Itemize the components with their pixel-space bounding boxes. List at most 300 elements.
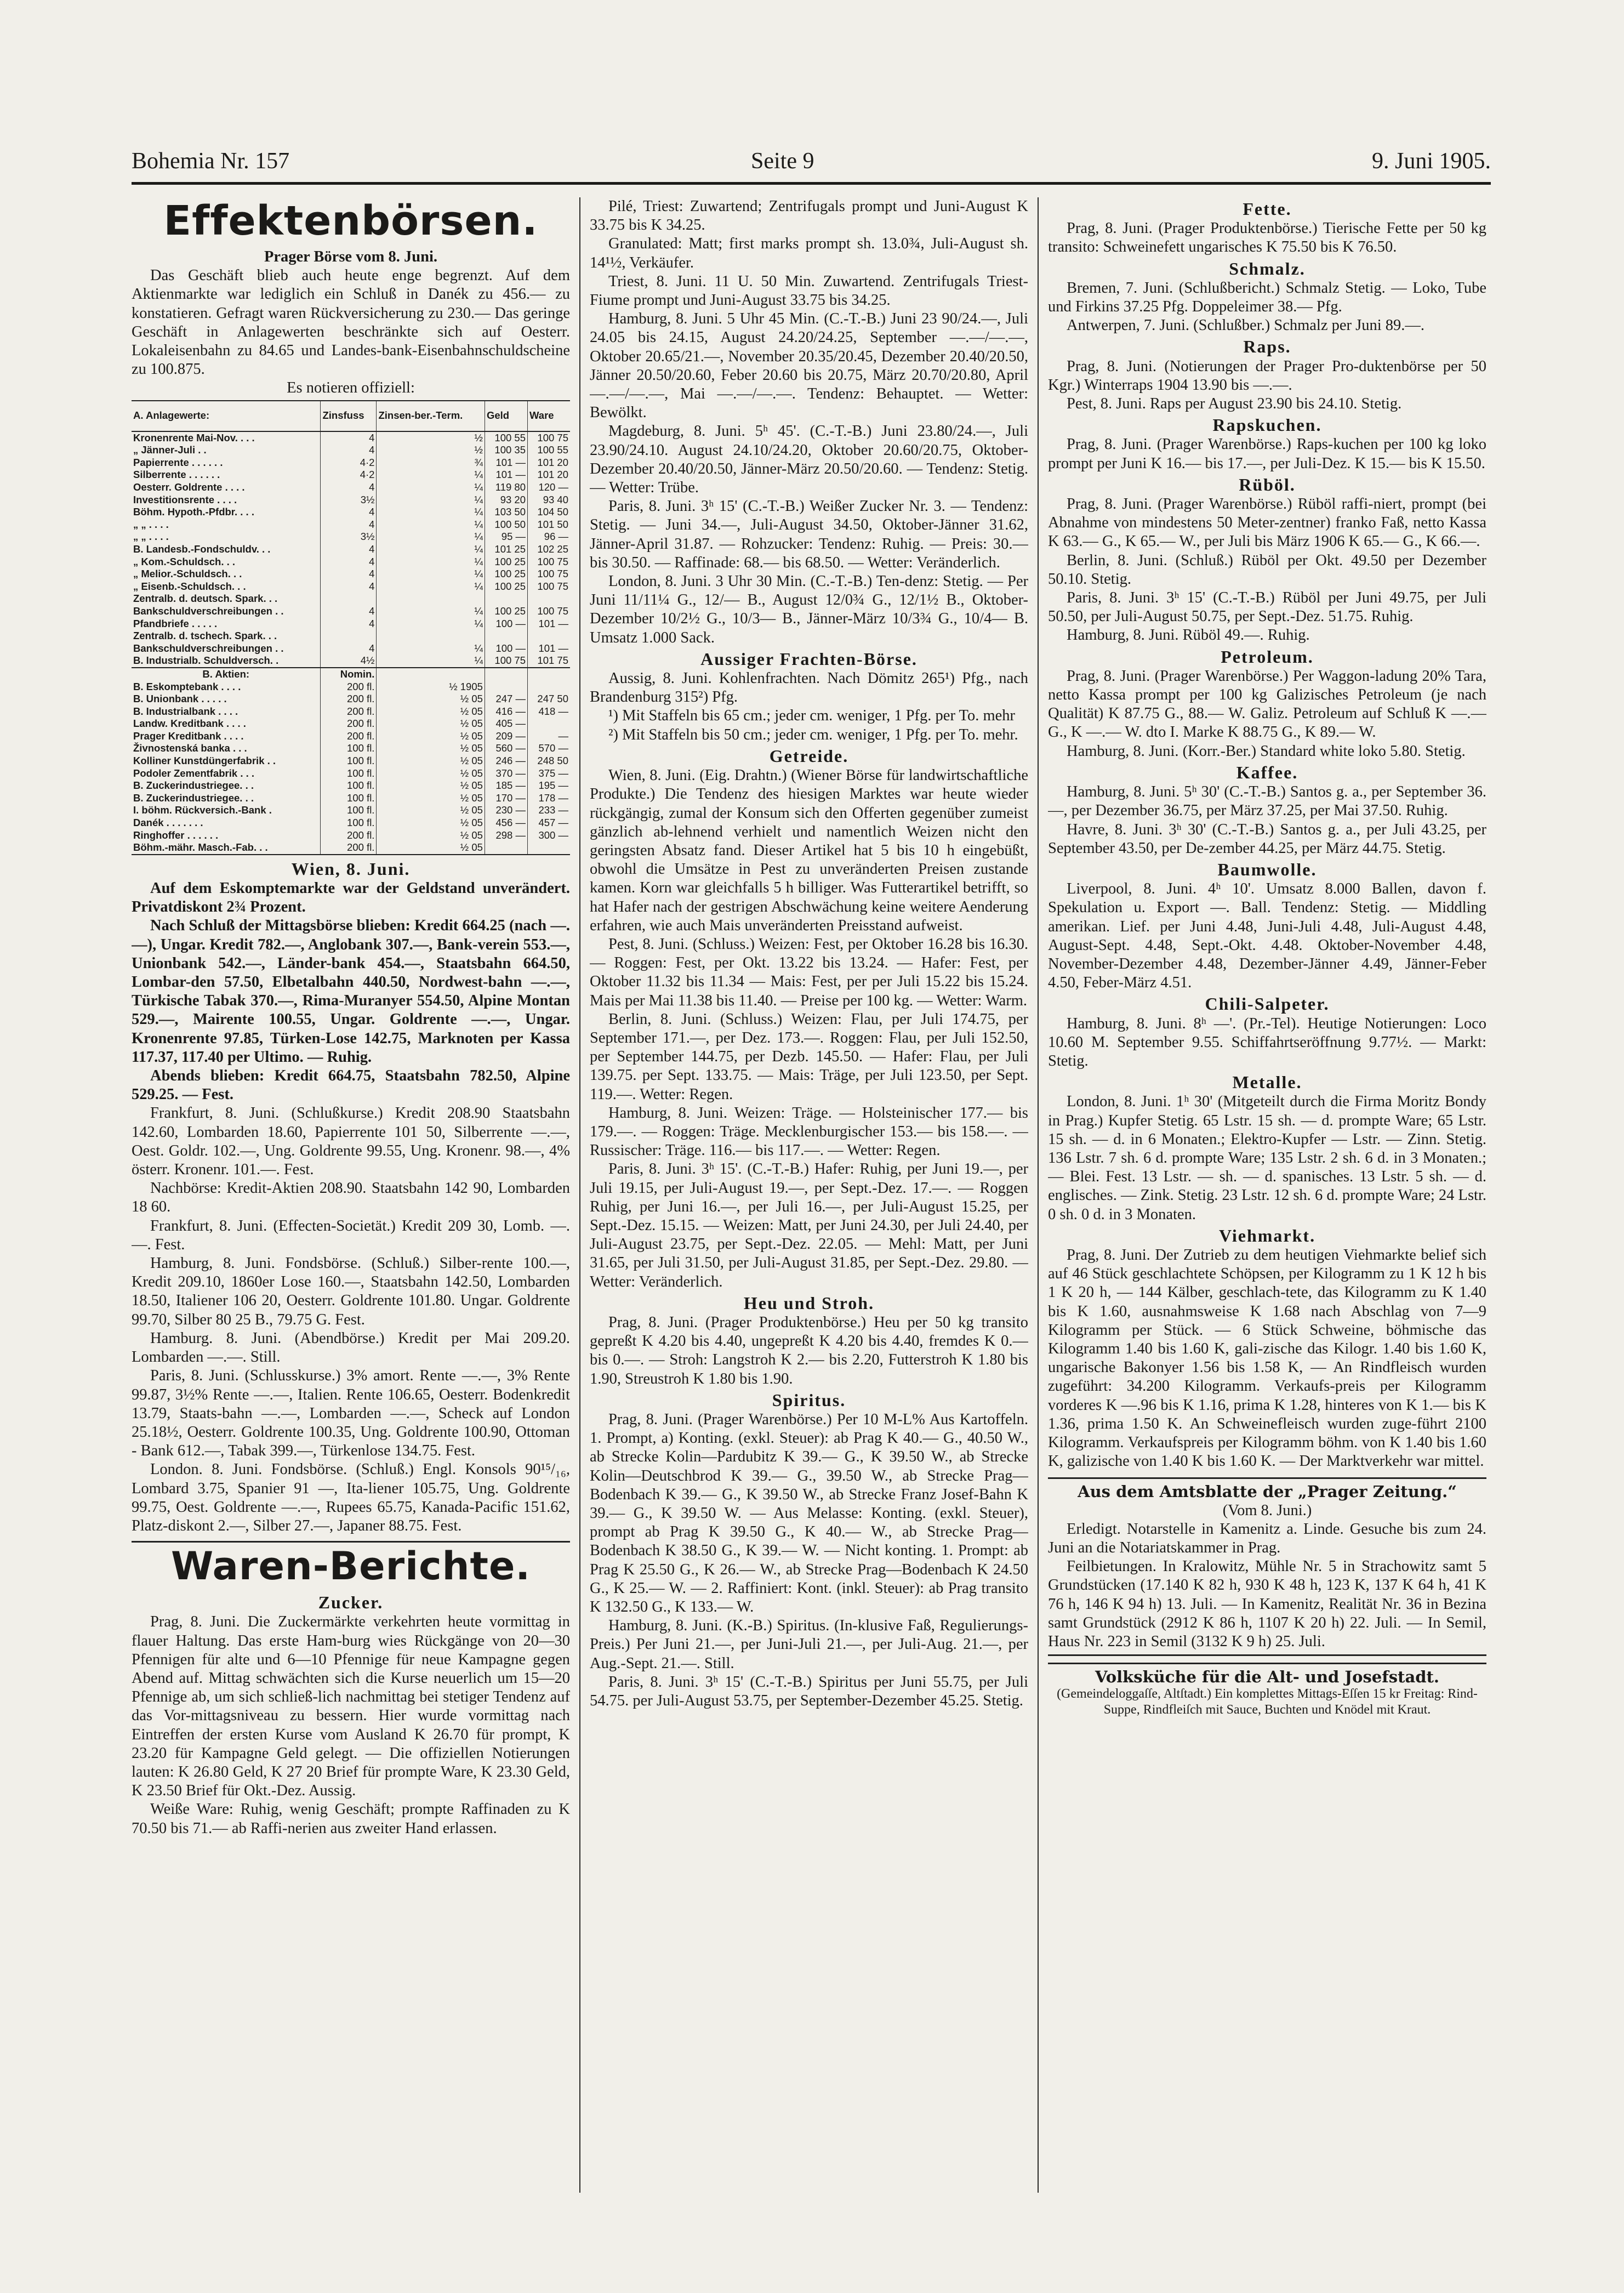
table-cell: 200 fl. [321,705,377,718]
table-cell: 100 75 [528,605,571,618]
table-cell: 247 50 [528,693,571,705]
hamburg-zucker-text: Hamburg, 8. Juni. 5 Uhr 45 Min. (C.-T.-B.) Juni 23 90/24.—, Juli 24.05 bis 24.15, August 24.20/24.25, September —.—/—.—, Oktober 20.65/21.—, November 20.35/20.45, Dezember 20.40/20.50, Jänner 20.50/20.60, Feber 20.60 bis 20.75, März 20.70/20.80, April —.—/—.—, Mai —.—/—.—. Tendenz: Behauptet. — Wetter: Bewölkt. [590,310,1028,422]
subhead-aussiger-frachten: Aussiger Frachten-Börse. [700,648,918,669]
metalle-text: London, 8. Juni. 1ʰ 30' (Mitgeteilt durch die Firma Moritz Bondy in Prag.) Kupfer Stetig. 65 Lstr. 15 sh. — d. prompte Ware; 65 Lstr. 15 sh. — d. in 6 Monaten.; Elektro-Kupfer — Lstr. — Zinn. Stetig. 136 Lstr. 7 sh. 6 d. prompte Ware; 135 Lstr. 2 sh. 6 d. in 3 Monaten.; — Blei. Fest. 13 Lstr. — sh. — d. spanisches. 13 Lstr. 5 sh. — d. englisches. — Zink. Stetig. 23 Lstr. 12 sh. 6 d. prompte Ware; 24 Lstr. 0 sh. 0 d. in 3 Monaten. [1048,1093,1486,1223]
table-row [132,531,570,543]
table-cell: 298 — [485,829,527,842]
table-cell: ½ 05 [377,804,485,817]
subhead-petroleum: Petroleum. [1221,646,1314,667]
table-cell: 102 25 [528,543,571,556]
table-cell: ½ 05 [377,742,485,755]
table-cell: 4 [321,556,377,568]
table-cell: Silberrente . . . . . . [133,469,220,481]
table-cell [528,630,571,642]
table-cell [485,681,527,693]
table-cell: 416 — [485,705,527,718]
table-cell: ¼ [377,481,485,494]
rueboel-hamburg-text: Hamburg, 8. Juni. Rüböl 49.—. Ruhig. [1067,627,1310,644]
table-cell: 4 [321,581,377,593]
table-cell: 93 40 [528,494,571,507]
table-cell: 200 fl. [321,829,377,842]
table-cell: B. Aktien: [202,668,250,680]
table-cell: 101 20 [528,469,571,481]
subhead-fette: Fette. [1243,199,1292,219]
spiritus-prag-text: Prag, 8. Juni. (Prager Warenbörse.) Per 10 M-L% Aus Kartoffeln. 1. Prompt, a) Konting. (exkl. Steuer): ab Prag K 40.— G., 40.50 W., ab Strecke Kolin—Pardubitz K 39.— G., K 39.50 W., ab Strecke Kolin—Deutschbrod K 39.— G., 39.50 W., ab Strecke Prag—Bodenbach K 39.— G., K 39.50 W., ab Strecke Franz Josef-Bahn K 39.— G., K 39.50 W. — Aus Melasse: Konting. (exkl. Steuer), prompt ab Prag K 39.50 G., K 40.— W., ab Strecke Prag—Bodenbach K 38.50 G., K 39.— W. — Nicht konting. 1. Prompt: ab Prag K 25.50 G., K 26.— W., ab Strecke Prag—Bodenbach K 24.50 G., K 25.— W. — 2. Raffiniert: Kont. (inkl. Steuer): ab Prag transito K 132.50 G., K 133.— W. [590,1411,1028,1616]
subhead-metalle: Metalle. [1232,1072,1302,1093]
table-cell: 100 75 [528,556,571,568]
notieren-label: Es notieren offiziell: [287,379,415,397]
table-subheader-row [132,668,570,681]
table-cell: 100 75 [485,655,527,668]
table-cell: 195 — [528,779,571,792]
petroleum-prag-text: Prag, 8. Juni. (Prager Warenbörse.) Per Waggon-ladung 20% Tara, netto Kassa prompt per 100 kg Galizisches Petroleum (je nach Qualität) K 87.75 G., 88.— W. Galiz. Petroleum auf Schluß K —.— G., K —.— W. dto I. Marke K 88.75 G., K 89.— W. [1048,667,1486,741]
amtsblatt-box [1048,1477,1486,1656]
table-row [132,605,570,618]
spiritus-hamburg-text: Hamburg, 8. Juni. (K.-B.) Spiritus. (In-klusive Faß, Regulierungs-Preis.) Per Juni 21.—, per Juni-Juli 21.—, per Juli-Aug. 21.—, per Aug.-Sept. 21.—. Still. [590,1617,1028,1672]
table-cell: 100 fl. [321,755,377,767]
subhead-kaffee: Kaffee. [1236,762,1298,782]
table-cell: Oesterr. Goldrente . . . . [133,481,245,493]
paris-schlusskurse-text: Paris, 8. Juni. (Schlusskurse.) 3% amort. Rente —.—, 3% Rente 99.87, 3½% Rente —.—, Italien. Rente 106.65, Oesterr. Bodenkredit 13.79, Staats-bahn —.—, Lombarden —.—, Scheck auf London 25.18½, Oesterr. Goldrente 100.35, Ung. Goldrente 100.90, Ottoman - Bank 612.—, Tabak 399.—, Türkenlose 134.75. Fest. [132,1367,570,1460]
table-cell [485,630,527,642]
table-cell: ½ [377,444,485,457]
table-row [132,457,570,469]
table-cell: B. Eskomptebank . . . . [133,680,241,692]
hamburg-fondsboerse-text: Hamburg, 8. Juni. Fondsbörse. (Schluß.) Silber-rente 100.—, Kredit 209.10, 1860er Lose 160.—, Staatsbahn 142.50, Lombarden 18.50, Italiener 106 20, Oesterr. Goldrente 101.80. Ungar. Goldrente 99.70, Silber 80 25 B., 79.75 G. Fest. [132,1255,570,1328]
table-cell: 185 — [485,779,527,792]
table-row [132,792,570,805]
table-cell: Landw. Kreditbank . . . . [133,718,246,730]
table-cell [528,841,571,855]
table-cell: 100 25 [485,581,527,593]
volkskueche-title: Volksküche für die Alt- und Josefstadt. [1095,1668,1440,1687]
subhead-prager-boerse: Prager Börse vom 8. Juni. [264,248,438,265]
table-cell: Kolliner Kunstdüngerfabrik . . [133,755,276,767]
table-cell: „ „ . . . . [133,518,169,530]
london-fondsboerse-text: London. 8. Juni. Fondsbörse. (Schluß.) Engl. Konsols 90¹⁵/₁₆, Lombard 3.75, Spanier 91 —, Ita-liener 105.75, Ung. Goldrente 99.75, Oest. Goldrente —.—, Rupees 65.75, Kanada-Pacific 151.62, Platz-diskont 2.—, Silber 27.—, Japaner 88.75. Fest. [132,1461,570,1534]
table-cell: I. böhm. Rückversich.-Bank . [133,804,272,816]
table-cell: 300 — [528,829,571,842]
table-cell: Živnostenská banka . . . [133,742,247,754]
viehmarkt-text: Prag, 8. Juni. Der Zutrieb zu dem heutigen Viehmarkte belief sich auf 46 Stück geschlachtete Schöpsen, per Kilogramm zu 1 K 12 h bis 1 K 20 h, — 144 Kälber, geschlach-tete, das Kilogramm zu K 1.40 bis K 1.60, ausnahmsweise K 1.68 nach Abschlag von 7—9 Kilogramm per Stück. — 6 Stück Schweine, böhmische das Kilogramm 1.40 bis 1.60 K, gali-zische das Kilogr. 1.40 bis 1.60 K, ungarische Bakonyer 1.56 bis 1.58 K, — An Rindfleisch wurden zugeführt: 34.200 Kilogramm. Verkaufs-preis per Kilogramm vorderes K —.96 bis K 1.16, prima K 1.28, hinteres von K 1.— bis K 1.36, prima 1.50 K. An Schweinefleisch wurden zuge-führt 2100 Kilogramm. Verkaufspreis per Kilogramm böhm. von K 1.40 bis 1.60 K, galizische von 1.40 K bis 1.60 K. — Der Marktverkehr war mittel. [1048,1246,1486,1470]
table-cell: 101 20 [528,457,571,469]
table-row [132,681,570,693]
table-cell: 100 fl. [321,817,377,829]
table-cell: 100 25 [485,568,527,581]
table-cell: 100 fl. [321,767,377,780]
table-cell: 103 50 [485,506,527,519]
chili-text: Hamburg, 8. Juni. 8ʰ —'. (Pr.-Tel). Heutige Notierungen: Loco 10.60 M. September 9.55. Schiffahrtseröffnung 9.77½. — Markt: Stetig. [1048,1015,1486,1069]
table-cell: 100 35 [485,444,527,457]
table-cell: 200 fl. [321,841,377,855]
table-cell: 4½ [321,655,377,668]
table-cell: 4 [321,481,377,494]
table-cell: Zentralb. d. deutsch. Spark. . . [133,593,278,605]
table-row [132,469,570,481]
table-cell: 178 — [528,792,571,805]
table-cell: ¼ [377,642,485,655]
frankfurt-effecten-text: Frankfurt, 8. Juni. (Effecten-Societät.) Kredit 209 30, Lomb. —.—. Fest. [132,1217,570,1253]
table-row [132,593,570,605]
table-cell: Papierrente . . . . . . [133,456,223,468]
schmalz-antwerpen-text: Antwerpen, 7. Juni. (Schlußber.) Schmalz per Juni 89.—. [1067,317,1425,334]
pile-triest-text: Pilé, Triest: Zuwartend; Zentrifugals prompt und Juni-August K 33.75 bis K 34.25. [590,198,1028,234]
table-cell: ¼ [377,543,485,556]
table-cell: 4 [321,605,377,618]
table-cell: 247 — [485,693,527,705]
table-cell: 4 [321,543,377,556]
table-row [132,630,570,642]
table-row [132,755,570,767]
table-cell [377,630,485,642]
column-1 [132,197,570,2193]
kaffee-havre-text: Havre, 8. Juni. 3ʰ 30' (C.-T.-B.) Santos g. a., per Juli 43.25, per September 43.50, per De-zember 44.25, per März 44.75. Stetig. [1048,821,1486,857]
table-cell: 96 — [528,531,571,543]
kurs-table [132,400,570,855]
rueboel-prag-text: Prag, 8. Juni. (Prager Warenbörse.) Rüböl raffi-niert, prompt (bei Abnahme von mindestens 50 Meter-zentner) franko Faß, netto Kassa K 63.— G., K 65.— W., per Juli bis März 1906 K 65.— G., K 66.—. [1048,496,1486,550]
table-row [132,804,570,817]
table-row [132,742,570,755]
table-row [132,444,570,457]
table-cell: ½ 05 [377,829,485,842]
table-cell: ¼ [377,568,485,581]
petroleum-hamburg-text: Hamburg, 8. Juni. (Korr.-Ber.) Standard white loko 5.80. Stetig. [1067,742,1466,760]
table-cell: 100 50 [485,519,527,531]
table-cell: 418 — [528,705,571,718]
table-cell: „ „ . . . . [133,531,169,543]
table-cell [528,681,571,693]
table-cell: ¼ [377,605,485,618]
table-header-cell: Zinsfuss [321,401,377,431]
kaffee-hamburg-text: Hamburg, 8. Juni. 5ʰ 30' (C.-T.-B.) Santos g. a., per September 36.—, per Dezember 36.75, per März 37.25, per Mai 37.50. Ruhig. [1048,783,1486,820]
table-cell: ½ 05 [377,755,485,767]
aussig-text: Aussig, 8. Juni. Kohlenfrachten. Nach Dömitz 265¹) Pfg., nach Brandenburg 315²) Pfg. [590,670,1028,706]
table-row [132,618,570,630]
table-row [132,519,570,531]
table-cell: 375 — [528,767,571,780]
table-cell: 100 fl. [321,792,377,805]
header-page-number: Seite 9 [751,149,814,174]
table-cell: Danék . . . . . . . [133,817,203,829]
table-cell: ¼ [377,531,485,543]
table-cell: ¼ [377,469,485,481]
wien-mittagsboerse: Nach Schluß der Mittagsbörse blieben: Kredit 664.25 (nach —.—), Ungar. Kredit 782.—, Anglobank 307.—, Bank-verein 553.—, Unionbank 542.—, Länder-bank 454.—, Staatsbahn 664.50, Lombar-den 57.50, Elbetalbahn 440.50, Nordwest-bahn —.—, Türkische Tabak 370.—, Rima-Muranyer 554.50, Alpine Montan 529.—, Mairente 100.55, Ungar. Goldrente —.—, Ungar. Kronenrente 97.85, Türken-Lose 142.75, Marknoten per Kassa 117.37, 117.40 per Ultimo. — Ruhig. [132,917,570,1066]
table-cell: ½ [377,431,485,445]
table-cell: 101 — [485,457,527,469]
volkskueche-text: (Gemeindeloggaſſe, Altſtadt.) Ein komplettes Mittags-Eſſen 15 kr Freitag: Rind-Suppe, Rindfleiſch mit Sauce, Buchten und Knödel mit Kraut. [1057,1687,1478,1717]
table-row [132,705,570,718]
table-cell: 233 — [528,804,571,817]
table-row [132,841,570,855]
table-row [132,581,570,593]
amtsblatt-date: (Vom 8. Juni.) [1222,1501,1312,1519]
table-cell: Bankschuldverschreibungen . . [133,642,284,654]
hamburg-getreide-text: Hamburg, 8. Juni. Weizen: Träge. — Holsteinischer 177.— bis 179.—. — Roggen: Träge. Mecklenburgischer 153.— bis 158.—. — Russischer: Träge. 116.— bis 117.—. — Wetter: Regen. [590,1104,1028,1159]
table-cell [377,668,485,681]
table-cell [485,841,527,855]
table-cell: Ringhoffer . . . . . . [133,829,219,841]
table-row [132,817,570,829]
table-cell: „ Eisenb.-Schuldsch. . . [133,580,246,592]
table-cell: 456 — [485,817,527,829]
table-cell: 100 75 [528,568,571,581]
subhead-getreide: Getreide. [769,746,849,766]
table-row [132,543,570,556]
heu-text: Prag, 8. Juni. (Prager Produktenbörse.) Heu per 50 kg transito gepreßt K 4.20 bis 4.40, ungepreßt K 4.20 bis 4.40, fremdes K 0.— bis 0.—. — Stroh: Langstroh K 2.— bis 2.20, Futterstroh K 1.80 bis 1.90, Streustroh K 1.80 bis 1.90. [590,1313,1028,1387]
table-cell: ½ 05 [377,792,485,805]
table-cell: ¼ [377,618,485,630]
table-cell: 4 [321,642,377,655]
table-cell: 3½ [321,494,377,507]
table-cell: 100 fl. [321,804,377,817]
spiritus-paris-text: Paris, 8. Juni. 3ʰ 15' (C.-T.-B.) Spiritus per Juni 55.75, per Juli 54.75. per Juli-August 53.75, per September-Dezember 45.25. Stetig. [590,1673,1028,1710]
table-cell: B. Unionbank . . . . . [133,693,227,705]
column-3 [1048,197,1486,2193]
table-row [132,494,570,507]
subhead-heu-und-stroh: Heu und Stroh. [743,1293,875,1313]
table-cell [485,668,527,681]
table-cell: B. Zuckerindustriegee. . . [133,792,254,804]
table-cell: 4·2 [321,457,377,469]
table-cell: 4 [321,519,377,531]
header-date: 9. Juni 1905. [1371,149,1491,174]
table-cell: 101 50 [528,519,571,531]
table-header-cell: A. Anlagewerte: [132,401,321,431]
table-cell [485,593,527,605]
table-cell [528,593,571,605]
table-cell: Böhm. Hypoth.-Pfdbr. . . . [133,506,254,518]
table-cell: ½ 05 [377,705,485,718]
table-cell: ½ 05 [377,841,485,855]
table-row [132,481,570,494]
table-cell: ¼ [377,519,485,531]
table-cell: Zentralb. d. tschech. Spark. . . [133,630,277,642]
table-cell: 4 [321,506,377,519]
table-cell: B. Zuckerindustriegee. . . [133,779,254,792]
table-row [132,506,570,519]
table-cell: 248 50 [528,755,571,767]
subhead-spiritus: Spiritus. [772,1390,846,1410]
header-rule [132,182,1491,185]
table-cell: 100 25 [485,605,527,618]
table-cell: — [528,730,571,743]
table-header-cell: Zinsen-ber.-Term. [377,401,485,431]
amtsblatt-title: Aus dem Amtsblatte der „Prager Zeitung.“ [1078,1482,1457,1501]
table-cell: 370 — [485,767,527,780]
table-row [132,556,570,568]
table-cell: 120 — [528,481,571,494]
raps-pest-text: Pest, 8. Juni. Raps per August 23.90 bis 24.10. Stetig. [1067,395,1402,413]
table-cell: ½ 05 [377,779,485,792]
table-cell: 119 80 [485,481,527,494]
table-cell: ½ 05 [377,767,485,780]
table-cell: 405 — [485,718,527,730]
table-cell: 4 [321,568,377,581]
pest-getreide-text: Pest, 8. Juni. (Schluss.) Weizen: Fest, per Oktober 16.28 bis 16.30. — Roggen: Fest, per Okt. 13.22 bis 13.24. — Hafer: Fest, per Oktober 11.32 bis 11.34 — Mais: Fest, per per Juli 15.22 bis 15.24. Mais per Mai 11.38 bis 11.40. — Preise per 100 kg. — Wetter: Warm. [590,935,1028,1009]
erledigt-text: Erledigt. Notarstelle in Kamenitz a. Linde. Gesuche bis zum 24. Juni an die Notariatskammer in Prag. [1048,1520,1486,1557]
table-cell: 200 fl. [321,681,377,693]
magdeburg-text: Magdeburg, 8. Juni. 5ʰ 45'. (C.-T.-B.) Juni 23.80/24.—, Juli 23.90/24.10. August 24.10/24.20, Oktober 20.60/20.75, Oktober-Dezember 20.40/20.50, Jänner-März 20.50/20.60. — Tendenz: Stetig. — Wetter: Trübe. [590,423,1028,497]
table-cell: B. Landesb.-Fondschuldv. . . [133,543,271,555]
page-header [132,148,1491,181]
column-divider [1038,197,1039,2193]
table-cell: 100 55 [528,444,571,457]
table-cell: 100 75 [528,431,571,445]
subhead-rueboel: Rüböl. [1239,474,1296,494]
fette-text: Prag, 8. Juni. (Prager Produktenbörse.) Tierische Fette per 50 kg transito: Schweinefett ungarisches K 75.50 bis K 76.50. [1048,220,1486,256]
table-cell: 4·2 [321,469,377,481]
frankfurt-text: Frankfurt, 8. Juni. (Schlußkurse.) Kredit 208.90 Staatsbahn 142.60, Lombarden 18.60, Papierrente 101 50, Silberrente —.—, Oest. Goldr. 102.—, Ung. Goldrente 99.55, Ung. Kronenr. 98.—, 4% österr. Kronenr. 101.—. Fest. [132,1105,570,1179]
rueboel-paris-text: Paris, 8. Juni. 3ʰ 15' (C.-T.-B.) Rüböl per Juni 49.75, per Juli 50.50, per Juli-August 50.75, per Sept.-Dez. 51.75. Ruhig. [1048,589,1486,625]
wien-abends: Abends blieben: Kredit 664.75, Staatsbahn 782.50, Alpine 529.25. — Fest. [132,1067,570,1103]
section-title-effektenboersen: Effektenbörsen. [163,197,538,244]
table-cell: 101 — [528,618,571,630]
table-cell: 101 25 [485,543,527,556]
table-cell: Pfandbriefe . . . . . [133,617,218,629]
table-row [132,431,570,445]
table-cell: Investitionsrente . . . . [133,493,237,505]
subhead-chili-salpeter: Chili-Salpeter. [1205,994,1330,1014]
granulated-text: Granulated: Matt; first marks prompt sh. 13.0¾, Juli-August sh. 14¹½, Verkäufer. [590,235,1028,271]
subhead-schmalz: Schmalz. [1229,258,1306,278]
table-row [132,718,570,730]
table-row [132,829,570,842]
table-cell: 100 — [485,618,527,630]
table-cell: 104 50 [528,506,571,519]
table-cell: ¼ [377,581,485,593]
zucker-prag-text: Prag, 8. Juni. Die Zuckermärkte verkehrten heute vormittag in flauer Haltung. Das erste Ham-burg wies Rückgänge von 20—30 Pfennigen für alte und 6—10 Pfennige für neue Kampagne gegen Abend auf. Mittag schwächten sich die Kurse neuerlich um 15—20 Pfennige ab, um sich schließ-lich nachmittag bei stetiger Tendenz auf das Vor-mittagsniveau zu bessern. Hier wurde vormittag nach Eintreffen der ersten Kurse vom Ausland K 26.70 für prompt, K 23.20 für Kampagne Geld gelegt. — Die offiziellen Notierungen lauten: K 26.80 Geld, K 27 20 Brief für prompte Ware, K 23.30 Geld, K 23.50 Brief für Okt.-Dez. Aussig. [132,1613,570,1800]
column-divider [579,197,580,2193]
getreide-wien-text: Wien, 8. Juni. (Eig. Drahtn.) (Wiener Börse für landwirtschaftliche Produkte.) Die Tendenz des hiesigen Marktes war heute wieder rückgängig, zumal der Konsum sich den Offerten gegenüber zumeist gänzlich ab-lehnend verhielt und namentlich Weizen nicht den geringsten Absatz fand. Dieser Artikel hat 5 bis 10 h eingebüßt, obwohl die Umsätze in Pest zu unveränderten Preisen zustande kamen. Korn war gleichfalls 5 h billiger. Was Futterartikel betrifft, so hat Hafer nach der gestrigen Abschwächung keine weitere Aenderung erfahren, wie auch Mais unveränderten Preisstand aufweist. [590,767,1028,934]
paris-getreide-text: Paris, 8. Juni. 3ʰ 15'. (C.-T.-B.) Hafer: Ruhig, per Juni 19.—, per Juli 19.15, per Juli-August 19.—, per Sept.-Dez. 17.—. — Roggen Ruhig, per Juni 16.—, per Juli 16.—, per Juli-August 15.25, per Sept.-Dez. 15.15. — Weizen: Matt, per Juni 24.30, per Juli 24.40, per Juli-August 23.75, per Sept.-Dez. 22.05. — Mehl: Matt, per Juni 31.65, per Juli 31.50, per Juli-August 31.85, per Sept.-Dez. 29.80. — Wetter: Veränderlich. [590,1160,1028,1290]
hamburg-abendboerse-text: Hamburg. 8. Juni. (Abendbörse.) Kredit per Mai 209.20. Lombarden —.—. Still. [132,1329,570,1366]
table-cell: 100 25 [485,556,527,568]
volkskueche-box [1048,1663,1486,1721]
table-row [132,642,570,655]
table-row [132,693,570,705]
table-row [132,655,570,668]
table-cell: 209 — [485,730,527,743]
aussig-note-1: ¹) Mit Staffeln bis 65 cm.; jeder cm. weniger, 1 Pfg. per To. mehr [608,707,1016,725]
table-cell: Prager Kreditbank . . . . [133,730,244,742]
rapskuchen-text: Prag, 8. Juni. (Prager Warenbörse.) Raps-kuchen per 100 kg loko prompt per Juni K 16.— bis 17.—, per Juli-Dez. K 15.— bis K 15.50. [1048,436,1486,472]
table-cell: ½ 05 [377,693,485,705]
subhead-viehmarkt: Viehmarkt. [1218,1225,1316,1245]
table-cell: 230 — [485,804,527,817]
table-cell: 4 [321,431,377,445]
table-cell: Nomin. [321,668,377,681]
subhead-wien: Wien, 8. Juni. [291,858,411,879]
raps-prag-text: Prag, 8. Juni. (Notierungen der Prager Pro-duktenbörse per 50 Kgr.) Winterraps 1904 13.90 bis —.—. [1048,357,1486,394]
header-paper-name: Bohemia Nr. 157 [132,149,290,174]
table-cell: 457 — [528,817,571,829]
table-cell: ½ 05 [377,718,485,730]
table-cell: 101 75 [528,655,571,668]
table-cell: ¼ [377,494,485,507]
table-row [132,779,570,792]
table-cell: 200 fl. [321,718,377,730]
table-cell [528,668,571,681]
table-header-cell: Ware [528,401,571,431]
subhead-baumwolle: Baumwolle. [1217,859,1317,879]
column-2 [590,197,1028,2193]
table-cell: B. Industrialbank . . . . [133,705,238,717]
table-cell: Podoler Zementfabrik . . . [133,767,255,779]
table-cell: 95 — [485,531,527,543]
subhead-raps: Raps. [1243,337,1291,357]
table-cell: „ Jänner-Juli . . [133,444,207,456]
table-cell: 170 — [485,792,527,805]
feilbietungen-text: Feilbietungen. In Kralowitz, Mühle Nr. 5 in Strachowitz samt 5 Grundstücken (17.140 K 82 h, 930 K 48 h, 123 K, 137 K 64 h, 41 K 76 h, 146 K 94 h) 13. Juli. — In Kamenitz, Realität Nr. 36 in Bezina samt Grundstück (2912 K 86 h, 1107 K 20 h) 22. Juli. — In Semil, Haus Nr. 223 in Semil (3132 K 9 h) 25. Juli. [1048,1558,1486,1651]
table-cell: Böhm.-mähr. Masch.-Fab. . . [133,841,268,854]
table-cell [528,718,571,730]
table-cell: 560 — [485,742,527,755]
weisse-ware-text: Weiße Ware: Ruhig, wenig Geschäft; prompte Raffinaden zu K 70.50 bis 71.— ab Raffi-nerien aus zweiter Hand erlassen. [132,1801,570,1837]
table-cell: ¼ [377,556,485,568]
table-cell: 246 — [485,755,527,767]
table-cell: B. Industrialb. Schuldversch. . [133,655,279,667]
subhead-rapskuchen: Rapskuchen. [1212,415,1322,435]
table-cell: 101 — [485,469,527,481]
table-cell: „ Kom.-Schuldsch. . . [133,555,236,567]
baumwolle-text: Liverpool, 8. Juni. 4ʰ 10'. Umsatz 8.000 Ballen, davon f. Spekulation u. Export —. Ball. Tendenz: Stetig. — Middling amerikan. Lief. per Juni 4.48, Juni-Juli 4.48, Juli-August 4.48, August-Sept. 4.48, Sept.-Okt. 4.48. Oktober-November 4.48, November-Dezember 4.48, Dezember-Jänner 4.49, Jänner-Feber 4.50, Feber-März 4.51. [1048,880,1486,992]
table-cell: 200 fl. [321,693,377,705]
table-cell: 101 — [528,642,571,655]
table-cell: 100 75 [528,581,571,593]
prager-boerse-text: Das Geschäft blieb auch heute enge begrenzt. Auf dem Aktienmarkte war lediglich ein Schluß in Danék zu 456.— zu konstatieren. Gefragt waren Rückversicherung zu 230.— Das geringe Geschäft in Anlagewerten beschränkte sich auf Oesterr. Lokaleisenbahn zu 84.65 und Landes-bank-Eisenbahnschuldscheine zu 100.875. [132,267,570,378]
table-cell: 100 — [485,642,527,655]
table-cell: ¼ [377,655,485,668]
table-cell [321,593,377,605]
table-cell: 100 55 [485,431,527,445]
table-cell: ½ 05 [377,817,485,829]
table-cell: 100 fl. [321,779,377,792]
nachboerse-text: Nachbörse: Kredit-Aktien 208.90. Staatsbahn 142 90, Lombarden 18 60. [132,1180,570,1216]
aussig-note-2: ²) Mit Staffeln bis 50 cm.; jeder cm. weniger, 1 Pfg. per To. mehr. [608,726,1018,743]
table-cell: 200 fl. [321,730,377,743]
table-cell: 93 20 [485,494,527,507]
table-cell: Bankschuldverschreibungen . . [133,605,284,617]
section-title-waren-berichte: Waren-Berichte. [132,1541,570,1590]
newspaper-page [132,137,1491,2198]
table-cell: ¾ [377,457,485,469]
table-cell: ½ 05 [377,730,485,743]
table-cell: „ Melior.-Schuldsch. . . [133,568,242,580]
table-cell: 4 [321,618,377,630]
table-cell: 3½ [321,531,377,543]
table-row [132,568,570,581]
table-cell: 100 fl. [321,742,377,755]
schmalz-bremen-text: Bremen, 7. Juni. (Schlußbericht.) Schmalz Stetig. — Loko, Tube und Firkins 37.25 Pfg. Doppeleimer 38.— Pfg. [1048,279,1486,316]
london-zucker-text: London, 8. Juni. 3 Uhr 30 Min. (C.-T.-B.) Ten-denz: Stetig. — Per Juni 11/11¼ G., 12/— B., August 12/0¾ G., 12/1½ B., Oktober-Dezember 10/2½ G., 10/3— B., Jänner-März 10/3¾ G., 10/4— B. Umsatz 1.000 Sack. [590,573,1028,646]
rueboel-berlin-text: Berlin, 8. Juni. (Schluß.) Rüböl per Okt. 49.50 per Dezember 50.10. Stetig. [1048,551,1486,588]
berlin-getreide-text: Berlin, 8. Juni. (Schluss.) Weizen: Flau, per Juli 174.75, per September 171.—, per Dez. 173.—. Roggen: Flau, per Juli 152.50, per September 144.75, per Dezb. 145.50. — Hafer: Flau, per Juli 139.75. per Sept. 133.75. — Mais: Träge, per Juli 123.50, per Sept. 119.—. Wetter: Regen. [590,1010,1028,1103]
table-cell [377,593,485,605]
table-cell [321,630,377,642]
table-cell: ½ 1905 [377,681,485,693]
table-cell: ¼ [377,506,485,519]
table-cell: 570 — [528,742,571,755]
table-row [132,730,570,743]
triest-text: Triest, 8. Juni. 11 U. 50 Min. Zuwartend. Zentrifugals Triest-Fiume prompt und Juni-August 33.75 bis 34.25. [590,272,1028,309]
subhead-zucker: Zucker. [318,1592,384,1613]
table-row [132,767,570,780]
paris-zucker-text: Paris, 8. Juni. 3ʰ 15' (C.-T.-B.) Weißer Zucker Nr. 3. — Tendenz: Stetig. — Juni 34.—, Juli-August 34.50, Oktober-Jänner 31.62, Jänner-April 31.87. — Rohzucker: Tendenz: Ruhig. — Preis: 30.— bis 30.50. — Raffinade: 68.— bis 68.50. — Wetter: Veränderlich. [590,498,1028,571]
table-cell: Kronenrente Mai-Nov. . . . [133,431,255,443]
table-cell: 4 [321,444,377,457]
table-header-cell: Geld [485,401,527,431]
wien-eskompte: Auf dem Eskomptemarkte war der Geldstand unverändert. Privatdiskont 2¾ Prozent. [132,880,570,916]
